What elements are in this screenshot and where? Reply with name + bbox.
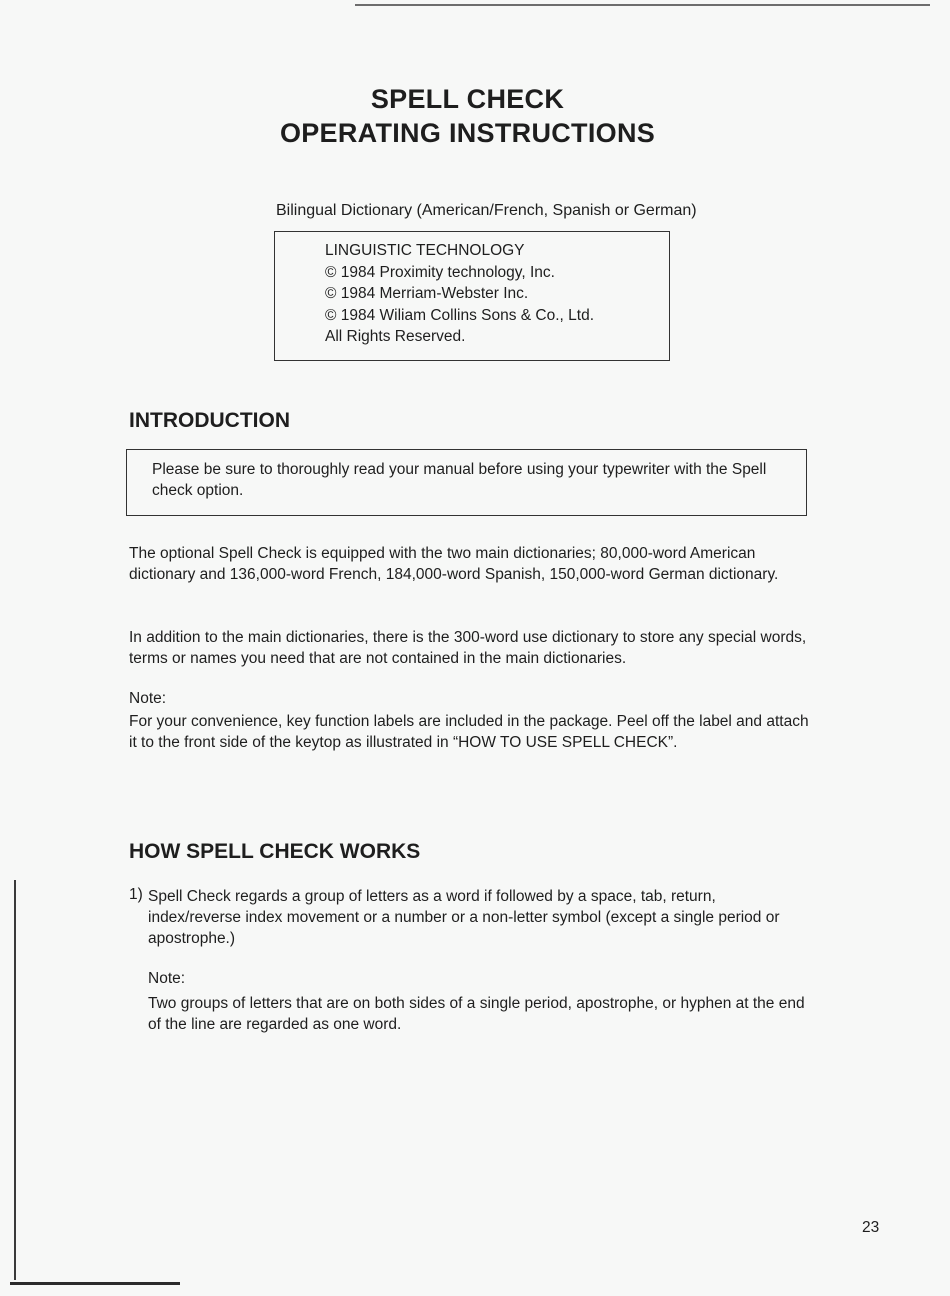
page-title-line1: SPELL CHECK bbox=[370, 84, 565, 114]
copyright-line: All Rights Reserved. bbox=[325, 328, 466, 345]
copyright-line: © 1984 Wiliam Collins Sons & Co., Ltd. bbox=[325, 306, 595, 324]
copyright-line: © 1984 Proximity technology, Inc. bbox=[325, 263, 555, 281]
how-note-text: Two groups of letters that are on both sides of a single period, apostrophe, or hyphen at the end of the line are regarded as one word. bbox=[148, 995, 805, 1033]
copyright-line: LINGUISTIC TECHNOLOGY bbox=[325, 242, 525, 259]
list-item-number: 1) bbox=[129, 886, 143, 903]
introduction-paragraph-user-dictionary: In addition to the main dictionaries, there is the 300-word use dictionary to store any special words, terms or names you need that are not contained in the main dictionaries. bbox=[129, 629, 807, 667]
list-item-text: Spell Check regards a group of letters as a word if followed by a space, tab, return, index/reverse index movement or a number or a non-letter symbol (except a single period or apostrophe.) bbox=[148, 888, 780, 947]
introduction-notice-text: Please be sure to thoroughly read your manual before using your typewriter with the Spell check option. bbox=[152, 461, 767, 499]
page-bottom-edge bbox=[10, 1282, 180, 1285]
subtitle: Bilingual Dictionary (American/French, Spanish or German) bbox=[276, 202, 697, 219]
top-rule bbox=[355, 4, 930, 6]
page-binding-edge bbox=[14, 880, 16, 1280]
introduction-heading: INTRODUCTION bbox=[129, 409, 290, 432]
introduction-notice-box bbox=[126, 449, 807, 516]
copyright-line: © 1984 Merriam-Webster Inc. bbox=[325, 285, 529, 302]
page-number: 23 bbox=[862, 1219, 880, 1236]
copyright-lines bbox=[325, 240, 594, 348]
how-note-label: Note: bbox=[148, 970, 186, 987]
how-spell-check-works-heading: HOW SPELL CHECK WORKS bbox=[129, 840, 421, 863]
introduction-paragraph-dictionaries: The optional Spell Check is equipped with the two main dictionaries; 80,000-word American dictionary and 136,000-word French, 184,000-word Spanish, 150,000-word German dictionary. bbox=[129, 545, 779, 583]
introduction-note-text: For your convenience, key function labels are included in the package. Peel off the label and attach it to the front side of the keytop as illustrated in “HOW TO USE SPELL CHECK”. bbox=[129, 713, 809, 751]
introduction-note-label: Note: bbox=[129, 690, 167, 707]
page-title-line2: OPERATING INSTRUCTIONS bbox=[279, 118, 656, 148]
copyright-box bbox=[274, 231, 670, 361]
